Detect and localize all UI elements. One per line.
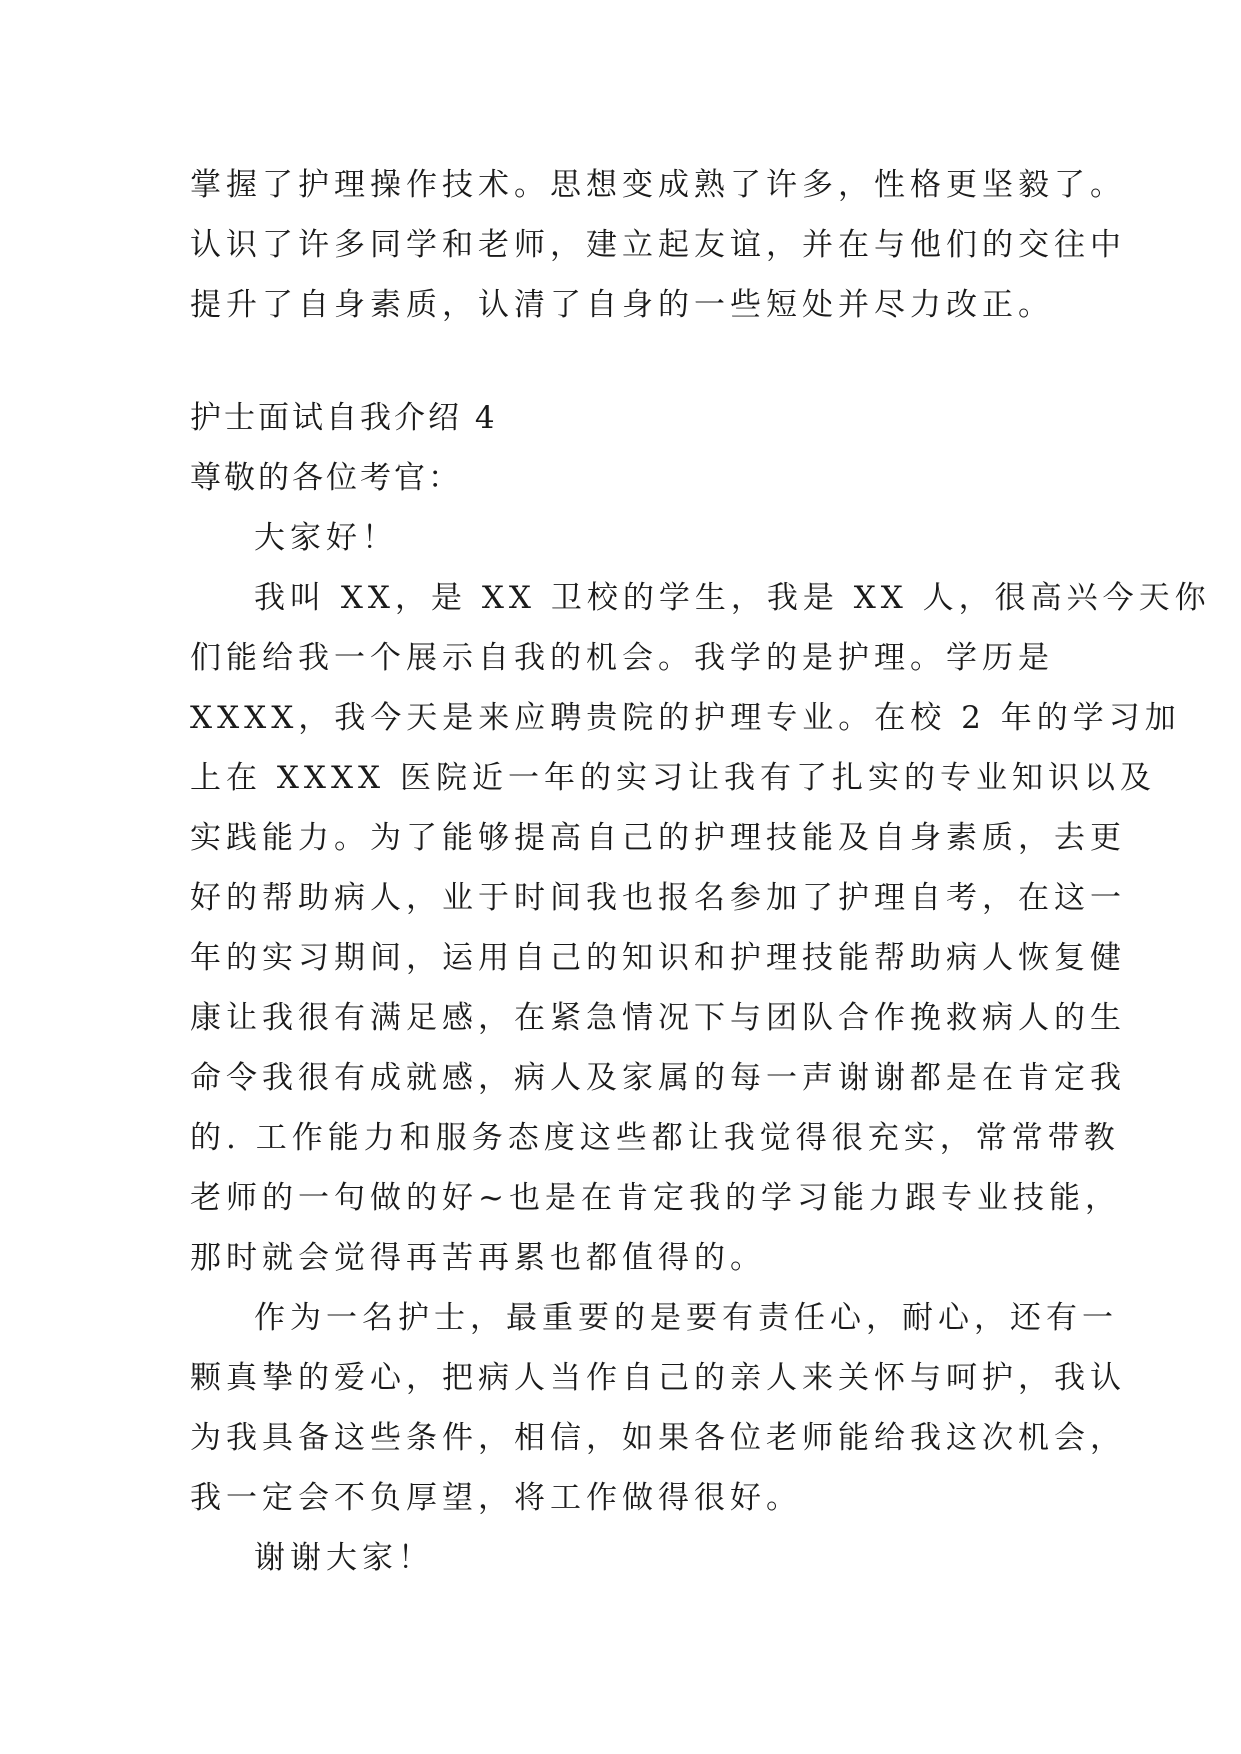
paragraph-2 [190,1288,1126,1528]
section-self-introduction [190,388,1211,1588]
text-line: 提升了自身素质，认清了自身的一些短处并尽力改正。 [190,287,1054,323]
text-line: 作为一名护士，最重要的是要有责任心，耐心，还有一 [254,1300,1118,1336]
text-line: 命令我很有成就感，病人及家属的每一声谢谢都是在肯定我 [190,1060,1126,1096]
text-line: 康让我很有满足感，在紧急情况下与团队合作挽救病人的生 [190,1000,1126,1036]
text-line: 年的实习期间，运用自己的知识和护理技能帮助病人恢复健 [190,940,1126,976]
text-line: 实践能力。为了能够提高自己的护理技能及自身素质，去更 [190,820,1126,856]
paragraph-1 [190,568,1211,1288]
text-line: XXXX，我今天是来应聘贵院的护理专业。在校 2 年的学习加 [190,700,1181,736]
greeting: 大家好！ [254,520,398,556]
text-line: 的. 工作能力和服务态度这些都让我觉得很充实，常常带教 [190,1120,1120,1156]
text-line: 为我具备这些条件，相信，如果各位老师能给我这次机会， [190,1420,1126,1456]
text-line: 认识了许多同学和老师，建立起友谊，并在与他们的交往中 [190,227,1126,263]
previous-section-text [190,155,1126,335]
text-line: 我叫 XX，是 XX 卫校的学生，我是 XX 人，很高兴今天你 [254,580,1211,616]
text-line: 那时就会觉得再苦再累也都值得的。 [190,1240,766,1276]
section-title: 护士面试自我介绍 4 [190,400,498,436]
text-line: 好的帮助病人，业于时间我也报名参加了护理自考，在这一 [190,880,1126,916]
text-line: 我一定会不负厚望，将工作做得很好。 [190,1480,802,1516]
salutation: 尊敬的各位考官： [190,460,462,496]
text-line: 上在 XXXX 医院近一年的实习让我有了扎实的专业知识以及 [190,760,1156,796]
text-line: 颗真挚的爱心，把病人当作自己的亲人来关怀与呵护，我认 [190,1360,1126,1396]
text-line: 们能给我一个展示自我的机会。我学的是护理。学历是 [190,640,1054,676]
text-line: 老师的一句做的好~也是在肯定我的学习能力跟专业技能， [190,1180,1121,1216]
text-line: 掌握了护理操作技术。思想变成熟了许多，性格更坚毅了。 [190,167,1126,203]
closing-line: 谢谢大家！ [254,1540,434,1576]
